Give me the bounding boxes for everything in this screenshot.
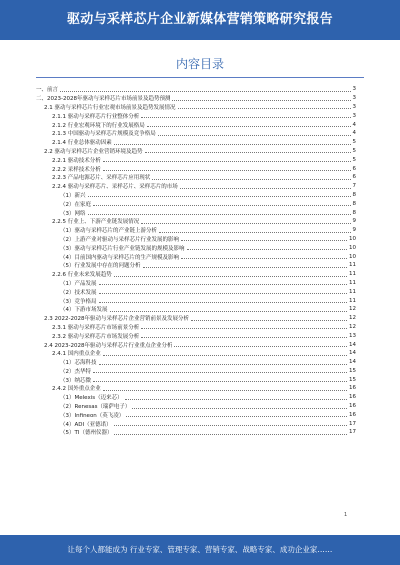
table-of-contents (36, 85, 356, 437)
toc-leader-dots (141, 113, 350, 118)
toc-entry-page: 5 (352, 156, 356, 163)
toc-entry[interactable] (36, 217, 356, 226)
toc-leader-dots (110, 307, 348, 312)
toc-entry-page: 15 (349, 376, 356, 383)
toc-divider (36, 77, 364, 78)
toc-entry[interactable] (36, 138, 356, 147)
toc-leader-dots (158, 131, 351, 136)
toc-entry-page: 7 (352, 183, 356, 190)
toc-leader-dots (125, 395, 347, 400)
toc-entry-label: 2.1 驱动与采样芯片行业宏观市场前景及趋势发展情况 (44, 104, 176, 111)
toc-entry-label: （4）ADI（亚德诺） (60, 421, 112, 428)
toc-entry-label: （3）竞争格局 (60, 298, 97, 305)
toc-leader-dots (103, 386, 347, 391)
toc-leader-dots (181, 254, 347, 259)
toc-entry-page: 3 (352, 103, 356, 110)
toc-entry-label: 2.4 2023-2028年驱动与采样芯片行业重点企业分析 (44, 342, 173, 349)
toc-title: 内容目录 (175, 57, 224, 71)
toc-leader-dots (60, 87, 350, 92)
toc-leader-dots (99, 289, 348, 294)
toc-entry-page: 4 (352, 121, 356, 128)
toc-entry-page: 5 (352, 147, 356, 154)
toc-entry-label: 2.3 2022-2028年驱动与采样芯片企业营销前景及发展分析 (44, 316, 189, 323)
toc-leader-dots (178, 104, 351, 109)
toc-entry-page: 9 (352, 218, 356, 225)
toc-leader-dots (114, 272, 347, 277)
toc-entry[interactable] (36, 419, 356, 428)
toc-leader-dots (114, 421, 347, 426)
toc-entry-page: 16 (349, 385, 356, 392)
toc-leader-dots (88, 210, 351, 215)
toc-entry-label: （2）杰华特 (60, 368, 91, 375)
toc-entry-label: 2.4.1 国内重点企业 (52, 351, 101, 358)
toc-entry-page: 6 (352, 174, 356, 181)
toc-entry-label: （3）驱动与采样芯片行业产业链发展的规模及影响 (60, 245, 185, 252)
toc-entry[interactable] (36, 279, 356, 288)
toc-entry-label: （3）网络 (60, 210, 86, 217)
toc-entry-label: 2.2.2 采样技术分析 (52, 166, 101, 173)
toc-entry-label: 2.1.2 行业宏观环境下的行业发展格局 (52, 122, 145, 129)
toc-entry[interactable] (36, 226, 356, 235)
toc-entry[interactable] (36, 94, 356, 103)
toc-entry-page: 9 (352, 227, 356, 234)
toc-entry-page: 6 (352, 165, 356, 172)
toc-leader-dots (88, 192, 351, 197)
toc-entry-page: 11 (349, 271, 356, 278)
toc-entry-label: 2.4.2 国外重点企业 (52, 386, 101, 393)
toc-leader-dots (99, 360, 348, 365)
toc-entry[interactable] (36, 367, 356, 376)
toc-entry[interactable] (36, 164, 356, 173)
toc-entry[interactable] (36, 287, 356, 296)
toc-entry[interactable] (36, 191, 356, 200)
toc-entry[interactable] (36, 305, 356, 314)
toc-entry-page: 11 (349, 297, 356, 304)
toc-entry-page: 10 (349, 235, 356, 242)
toc-leader-dots (114, 140, 351, 145)
toc-entry[interactable] (36, 323, 356, 332)
toc-entry[interactable] (36, 270, 356, 279)
toc-entry-page: 12 (349, 315, 356, 322)
toc-entry[interactable] (36, 340, 356, 349)
toc-entry[interactable] (36, 199, 356, 208)
toc-entry[interactable] (36, 349, 356, 358)
toc-entry-page: 11 (349, 279, 356, 286)
toc-entry-page: 11 (349, 288, 356, 295)
toc-entry[interactable] (36, 314, 356, 323)
toc-entry[interactable] (36, 182, 356, 191)
toc-entry[interactable] (36, 147, 356, 156)
toc-leader-dots (99, 280, 348, 285)
toc-entry-label: 二、2023-2028年驱动与采样芯片市场前景及趋势预测 (36, 96, 171, 103)
toc-entry-page: 14 (349, 350, 356, 357)
toc-entry-label: （3）Infineon（英飞凌） (60, 412, 125, 419)
toc-entry[interactable] (36, 103, 356, 112)
toc-entry-page: 8 (352, 191, 356, 198)
toc-entry-page: 3 (352, 95, 356, 102)
page-number: 1 (344, 512, 348, 518)
toc-entry[interactable] (36, 208, 356, 217)
toc-entry-label: （3）纳芯微 (60, 377, 91, 384)
toc-entry[interactable] (36, 252, 356, 261)
toc-leader-dots (103, 157, 351, 162)
toc-leader-dots (141, 324, 347, 329)
report-title: 驱动与采样芯片企业新媒体营销策略研究报告 (66, 12, 333, 27)
toc-entry-page: 16 (349, 394, 356, 401)
toc-entry[interactable] (36, 243, 356, 252)
toc-entry-label: 2.1.1 驱动与采样芯片行业整体分析 (52, 113, 140, 120)
toc-entry-label: 2.2.3 产品电源芯片、采样芯片应用现状 (52, 175, 151, 182)
toc-entry-page: 4 (352, 130, 356, 137)
toc-leader-dots (141, 219, 350, 224)
toc-leader-dots (187, 245, 347, 250)
toc-leader-dots (132, 404, 347, 409)
toc-entry[interactable] (36, 120, 356, 129)
toc-leader-dots (143, 263, 347, 268)
toc-entry[interactable] (36, 111, 356, 120)
toc-entry-page: 11 (349, 262, 356, 269)
toc-entry-label: （2）上游产业对驱动与采样芯片行业发展的影响 (60, 236, 180, 243)
toc-entry-page: 14 (349, 341, 356, 348)
toc-entry-label: （1）Melexis（迈来芯） (60, 395, 123, 402)
toc-leader-dots (152, 175, 350, 180)
toc-leader-dots (103, 351, 347, 356)
toc-leader-dots (145, 148, 351, 153)
toc-entry-label: 2.2.1 驱动技术分析 (52, 157, 101, 164)
toc-leader-dots (93, 201, 351, 206)
toc-entry-label: （2）Renesas（瑞萨电子） (60, 404, 131, 411)
toc-entry[interactable] (36, 85, 356, 94)
toc-entry-label: （1）芯海科技 (60, 360, 97, 367)
toc-entry-label: （5）行业发展中存在的问题分析 (60, 263, 141, 270)
toc-entry-label: （2）在家庭 (60, 201, 91, 208)
toc-entry-label: 2.2 驱动与采样芯片企业营销环境及趋势 (44, 148, 143, 155)
toc-entry-label: 2.2.5 行业上、下游产业链发展情况 (52, 219, 140, 226)
toc-entry-label: （1）产品发展 (60, 280, 97, 287)
toc-entry-page: 13 (349, 332, 356, 339)
toc-entry-page: 10 (349, 253, 356, 260)
toc-entry[interactable] (36, 331, 356, 340)
toc-entry[interactable] (36, 129, 356, 138)
toc-leader-dots (99, 298, 348, 303)
toc-entry-label: 2.1.3 中国驱动与采样芯片规模及竞争格局 (52, 131, 156, 138)
toc-entry-label: 2.1.4 行业总体驱动因素 (52, 140, 112, 147)
toc-entry-page: 14 (349, 359, 356, 366)
toc-entry[interactable] (36, 375, 356, 384)
toc-leader-dots (147, 122, 351, 127)
toc-entry-label: （4）下游市场发展 (60, 307, 108, 314)
toc-entry-label: 2.2.4 驱动与采样芯片、采样芯片、采样芯片的市场 (52, 184, 178, 191)
toc-entry-page: 5 (352, 139, 356, 146)
toc-leader-dots (191, 316, 347, 321)
toc-entry-label: （2）技术发展 (60, 289, 97, 296)
toc-entry-page: 12 (349, 323, 356, 330)
toc-entry-label: 2.3.2 驱动与采样芯片市场发展分析 (52, 333, 140, 340)
toc-entry-label: 2.3.1 驱动与采样芯片市场前景分析 (52, 324, 140, 331)
toc-entry[interactable] (36, 428, 356, 437)
toc-leader-dots (141, 333, 347, 338)
toc-entry[interactable] (36, 296, 356, 305)
toc-entry-page: 8 (352, 209, 356, 216)
toc-entry[interactable] (36, 402, 356, 411)
toc-leader-dots (114, 430, 347, 435)
toc-entry-page: 16 (349, 403, 356, 410)
toc-entry-page: 12 (349, 306, 356, 313)
toc-leader-dots (159, 228, 350, 233)
toc-entry-page: 10 (349, 244, 356, 251)
toc-entry-label: （5）TI（德州仪器） (60, 430, 113, 437)
toc-leader-dots (126, 412, 347, 417)
footer-slogan: 让每个人都能成为 行业专家、管理专家、营销专家、战略专家、成功企业家…… (67, 545, 333, 554)
toc-entry[interactable] (36, 235, 356, 244)
toc-leader-dots (181, 236, 347, 241)
toc-entry[interactable] (36, 384, 356, 393)
toc-entry[interactable] (36, 358, 356, 367)
toc-entry[interactable] (36, 155, 356, 164)
toc-leader-dots (93, 368, 347, 373)
toc-entry-page: 3 (352, 86, 356, 93)
toc-entry-page: 15 (349, 367, 356, 374)
toc-leader-dots (180, 184, 351, 189)
toc-entry-label: （1）新兴 (60, 192, 86, 199)
toc-leader-dots (103, 166, 351, 171)
toc-entry-page: 17 (349, 429, 356, 436)
toc-entry[interactable] (36, 393, 356, 402)
toc-entry-page: 16 (349, 411, 356, 418)
toc-entry-page: 17 (349, 420, 356, 427)
toc-entry[interactable] (36, 261, 356, 270)
toc-entry[interactable] (36, 410, 356, 419)
toc-entry[interactable] (36, 173, 356, 182)
toc-entry-page: 3 (352, 112, 356, 119)
toc-entry-label: （1）驱动与采样芯片的产业链上游分析 (60, 228, 158, 235)
toc-entry-label: 一、前言 (36, 87, 59, 94)
toc-entry-page: 8 (352, 200, 356, 207)
toc-leader-dots (172, 96, 350, 101)
toc-leader-dots (93, 377, 347, 382)
toc-leader-dots (174, 342, 347, 347)
toc-entry-label: 2.2.6 行业未来发展趋势 (52, 272, 112, 279)
toc-entry-label: （4）目前国内驱动与采样芯片的生产规模及影响 (60, 254, 180, 261)
